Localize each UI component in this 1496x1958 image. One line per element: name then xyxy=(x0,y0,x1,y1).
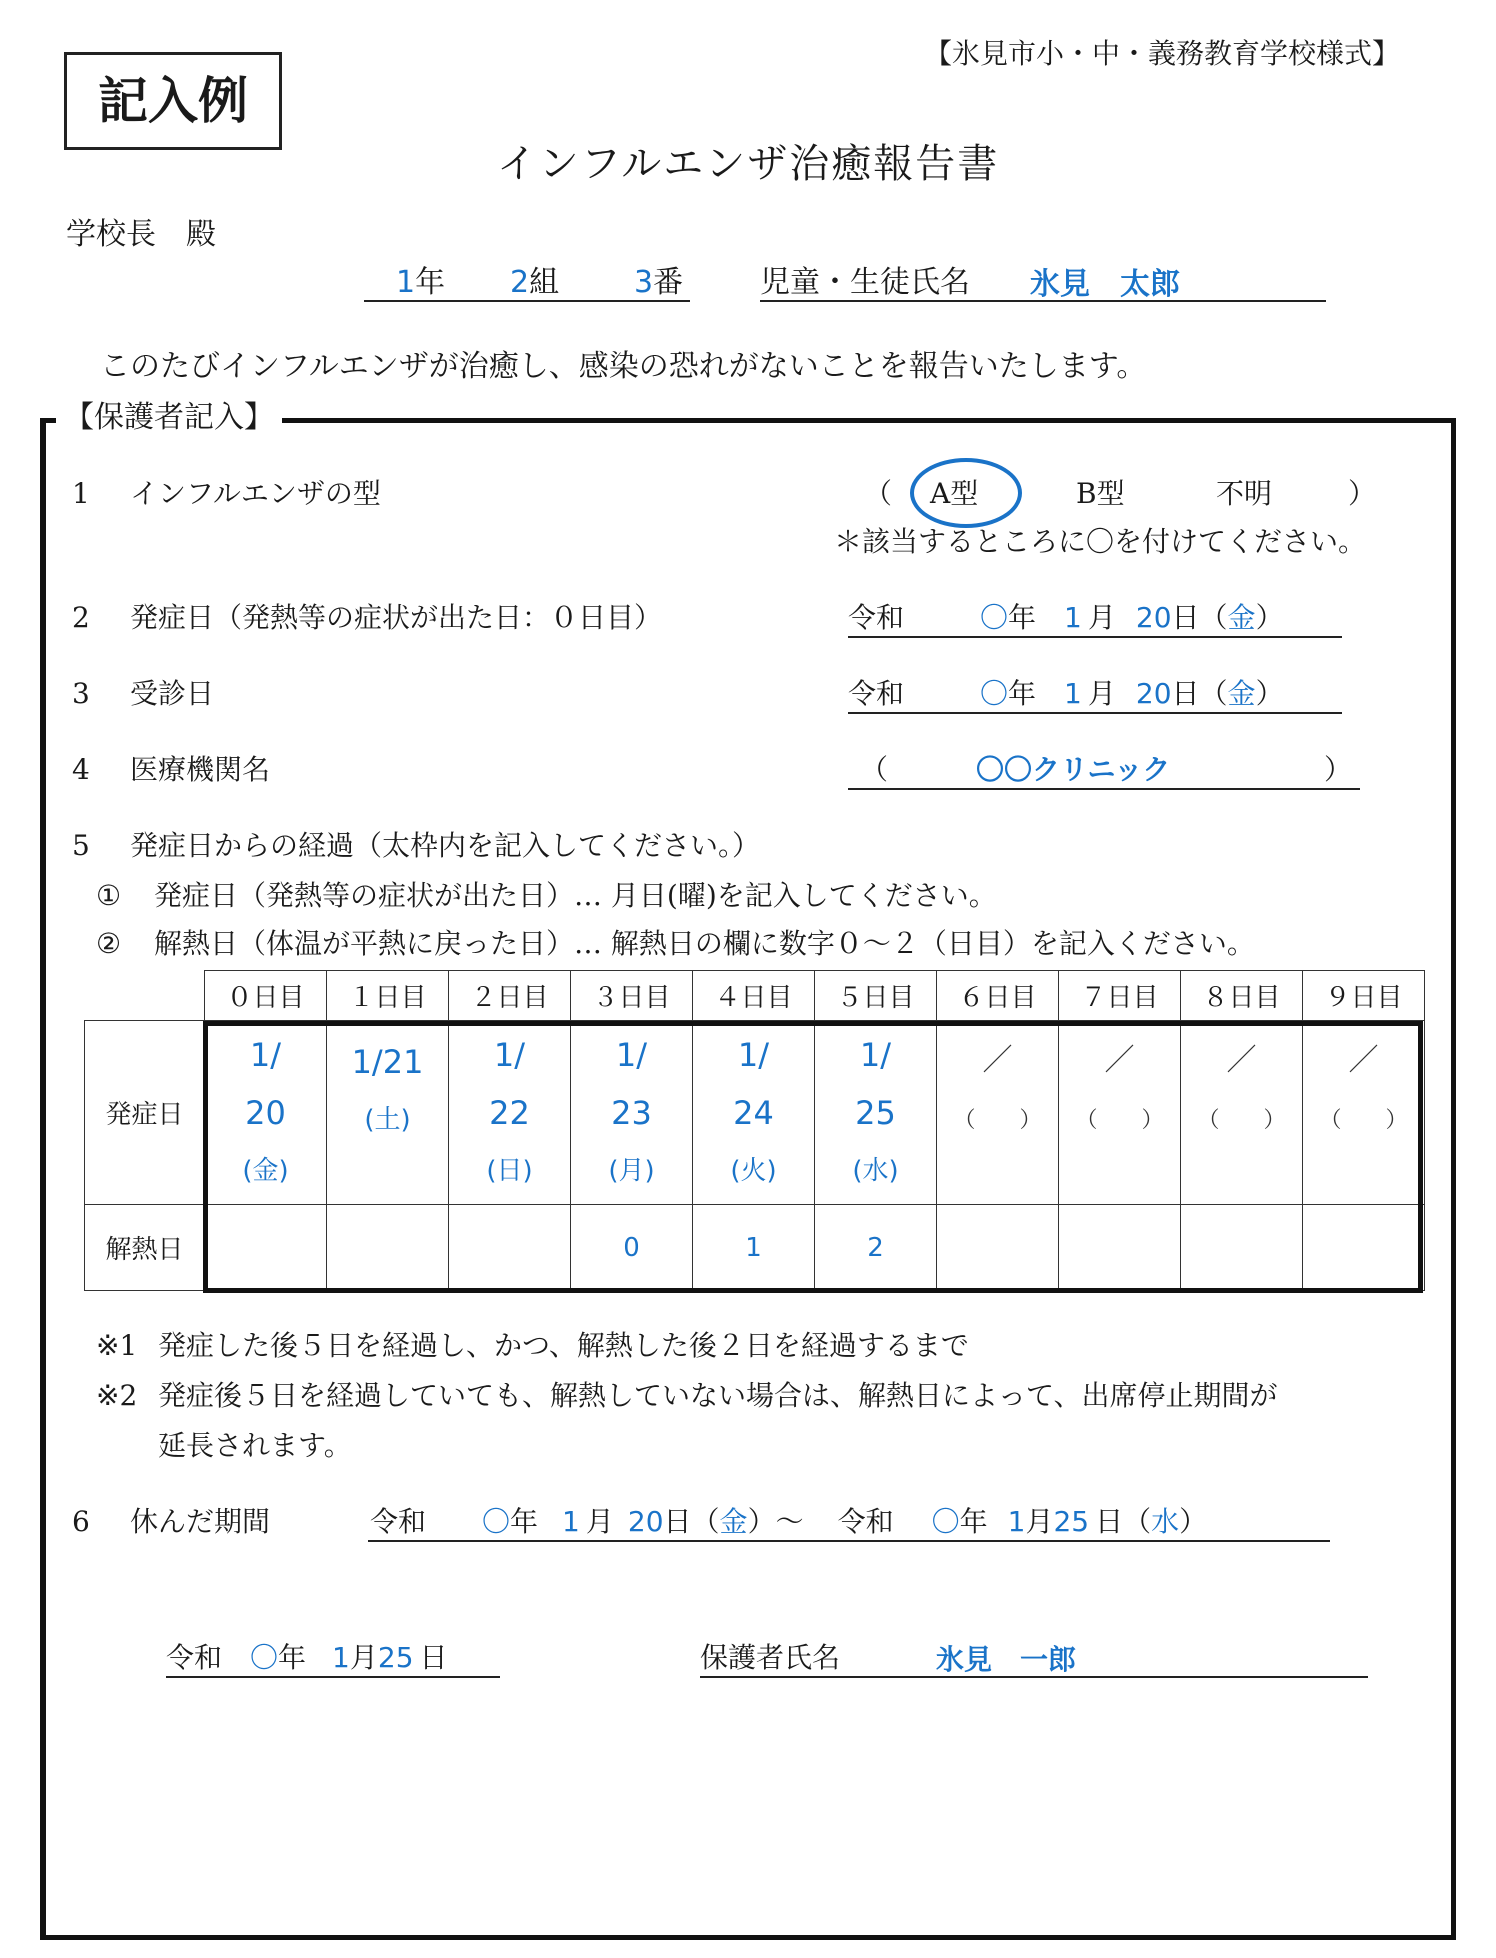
q3-day-suffix: 日（ xyxy=(1171,677,1228,710)
q6-to-year-suffix: 年 xyxy=(959,1505,988,1538)
onset-line1: 1/ xyxy=(615,1035,648,1074)
onset-line1: ／ xyxy=(1226,1043,1257,1078)
q2-close: ） xyxy=(1255,601,1284,634)
fever-cell[interactable]: 1 xyxy=(693,1205,815,1291)
footnote2-mark: ※2 xyxy=(96,1379,138,1412)
footnote2-continued: 延長されます。 xyxy=(158,1429,352,1462)
q6-to-month: 1 xyxy=(1007,1505,1026,1538)
q4-clinic-name: 〇〇クリニック xyxy=(976,753,1171,786)
q3-year-suffix: 年 xyxy=(1008,677,1037,710)
q6-from-month: 1 xyxy=(562,1505,580,1538)
statement: このたびインフルエンザが治癒し、感染の恐れがないことを報告いたします。 xyxy=(100,349,1147,384)
q6-to-weekday: 水 xyxy=(1151,1505,1180,1538)
signature-day-suffix: 日 xyxy=(419,1641,448,1674)
day-header: ０日目 xyxy=(205,971,327,1021)
q1-option-unknown: 不明 xyxy=(1216,477,1273,510)
number-suffix: 番 xyxy=(653,265,684,300)
signature-day: 25 xyxy=(377,1641,414,1674)
document-title: インフルエンザ治癒報告書 xyxy=(496,141,1000,187)
q3-day: 20 xyxy=(1135,677,1172,710)
class-value: 2 xyxy=(510,265,530,300)
student-name-underline xyxy=(760,300,1326,302)
q4-close-paren: ） xyxy=(1324,753,1353,786)
signature-year: 〇 xyxy=(250,1641,279,1674)
q3-date xyxy=(848,676,1284,712)
q6-to-day-suffix: 日（ xyxy=(1095,1505,1152,1538)
signature-month-suffix: 月 xyxy=(349,1641,378,1674)
signature-year-suffix: 年 xyxy=(278,1641,307,1674)
onset-row-label: 発症日 xyxy=(85,1021,205,1205)
guardian-name-label: 保護者氏名 xyxy=(700,1641,841,1674)
onset-line2: 25 xyxy=(855,1093,896,1132)
onset-line2: 22 xyxy=(489,1093,530,1132)
guardian-section-label: 【保護者記入】 xyxy=(56,396,282,440)
form-code: 【氷見市小・中・義務教育学校様式】 xyxy=(923,37,1400,70)
q5-label: 発症日からの経過（太枠内を記入してください。） xyxy=(130,829,761,862)
guardian-name-underline xyxy=(700,1676,1368,1678)
q6-from-day-suffix: 日（ xyxy=(663,1505,720,1538)
onset-line3: (日) xyxy=(486,1155,533,1186)
q1-option-b: B型 xyxy=(1076,477,1125,510)
day-header: ４日目 xyxy=(693,971,815,1021)
fever-row-label: 解熱日 xyxy=(85,1205,205,1291)
onset-line2: （ ） xyxy=(1197,1108,1286,1133)
q2-label: 発症日（発熱等の症状が出た日：０日目） xyxy=(130,601,663,634)
day-header: ６日目 xyxy=(937,971,1059,1021)
q2-number: 2 xyxy=(72,601,90,634)
q6-from-month-suffix: 月 xyxy=(585,1505,614,1538)
q1-label: インフルエンザの型 xyxy=(130,477,381,510)
q6-to-close: ） xyxy=(1179,1505,1208,1538)
addressee: 学校長 殿 xyxy=(66,217,216,252)
signature-month: 1 xyxy=(332,1641,350,1674)
signature-date-underline xyxy=(166,1676,500,1678)
q3-close: ） xyxy=(1255,677,1284,710)
q3-month-suffix: 月 xyxy=(1087,677,1116,710)
onset-line1: 1/ xyxy=(249,1035,282,1074)
q1-close-paren: ） xyxy=(1348,477,1377,510)
q2-date xyxy=(848,600,1284,636)
onset-line3: (水) xyxy=(852,1155,899,1186)
signature-era: 令和 xyxy=(166,1641,223,1674)
onset-line1: 1/ xyxy=(859,1035,892,1074)
q6-underline xyxy=(368,1540,1330,1542)
q1-open-paren: （ xyxy=(864,477,893,510)
onset-line2: 20 xyxy=(245,1093,286,1132)
q2-month-suffix: 月 xyxy=(1087,601,1116,634)
onset-line2: 23 xyxy=(611,1093,652,1132)
q6-to-month-suffix: 月 xyxy=(1025,1505,1054,1538)
q6-to-year: 〇 xyxy=(931,1505,960,1538)
day-header: ９日目 xyxy=(1303,971,1425,1021)
onset-line2: (土) xyxy=(364,1105,411,1135)
q5-number: 5 xyxy=(72,829,90,862)
q4-underline xyxy=(848,788,1360,790)
student-grade xyxy=(396,264,445,302)
fever-cell[interactable]: 2 xyxy=(815,1205,937,1291)
student-id-underline xyxy=(364,300,690,302)
q2-year: 〇 xyxy=(980,601,1009,634)
q5-note1-mark: ① xyxy=(96,879,122,912)
entry-thick-frame xyxy=(203,1021,1423,1293)
q3-weekday: 金 xyxy=(1227,677,1256,710)
q6-from-weekday: 金 xyxy=(719,1505,748,1538)
q5-note2: 解熱日（体温が平熱に戻った日）… 解熱日の欄に数字０～２（日目）を記入ください。 xyxy=(154,927,1255,960)
student-class xyxy=(510,264,559,302)
q3-era: 令和 xyxy=(848,677,905,710)
day-header: ７日目 xyxy=(1059,971,1181,1021)
q4-label: 医療機関名 xyxy=(130,753,271,786)
onset-line3: (火) xyxy=(730,1155,777,1186)
q5-note2-mark: ② xyxy=(96,927,122,960)
student-number xyxy=(634,264,683,302)
q6-from-close: ） xyxy=(747,1505,776,1538)
onset-line1: ／ xyxy=(1348,1043,1379,1078)
fever-cell[interactable]: 0 xyxy=(571,1205,693,1291)
q6-number: 6 xyxy=(72,1505,90,1538)
q6-from-day: 20 xyxy=(627,1505,664,1538)
q6-tilde: ～ xyxy=(775,1505,804,1538)
onset-line2: 24 xyxy=(733,1093,774,1132)
q2-year-suffix: 年 xyxy=(1008,601,1037,634)
q1-note: ＊該当するところに〇を付けてください。 xyxy=(834,525,1367,558)
day-header: ２日目 xyxy=(449,971,571,1021)
onset-line1: 1/ xyxy=(493,1035,526,1074)
footnote1: 発症した後５日を経過し、かつ、解熱した後２日を経過するまで xyxy=(158,1329,969,1362)
onset-line2: （ ） xyxy=(953,1108,1042,1133)
q6-period xyxy=(370,1504,1207,1540)
onset-line1: 1/21 xyxy=(351,1043,424,1081)
example-label: 記入例 xyxy=(64,52,282,150)
q3-number: 3 xyxy=(72,677,90,710)
day-header: １日目 xyxy=(327,971,449,1021)
day-header: ８日目 xyxy=(1181,971,1303,1021)
q6-from-year: 〇 xyxy=(482,1505,511,1538)
grade-value: 1 xyxy=(396,265,416,300)
q2-weekday: 金 xyxy=(1227,601,1256,634)
q6-to-era: 令和 xyxy=(837,1505,894,1538)
onset-line2: （ ） xyxy=(1319,1108,1408,1133)
q2-month: 1 xyxy=(1064,601,1082,634)
q6-from-era: 令和 xyxy=(370,1505,427,1538)
q4-open-paren: （ xyxy=(860,753,889,786)
q3-year: 〇 xyxy=(980,677,1009,710)
q3-underline xyxy=(848,712,1342,714)
q1-option-a: A型 xyxy=(930,477,979,510)
student-name-label: 児童・生徒氏名 xyxy=(760,265,970,300)
q6-from-year-suffix: 年 xyxy=(510,1505,539,1538)
q3-month: 1 xyxy=(1064,677,1082,710)
q3-label: 受診日 xyxy=(130,677,215,710)
footnote2: 発症後５日を経過していても、解熱していない場合は、解熱日によって、出席停止期間が xyxy=(158,1379,1278,1412)
q1-number: 1 xyxy=(72,477,90,510)
number-value: 3 xyxy=(634,265,654,300)
q2-day-suffix: 日（ xyxy=(1171,601,1228,634)
onset-line3: (月) xyxy=(608,1155,655,1186)
onset-line1: 1/ xyxy=(737,1035,770,1074)
table-header-row xyxy=(85,971,1425,1021)
student-name-value: 氷見 太郎 xyxy=(1030,267,1180,302)
onset-line3: (金) xyxy=(242,1155,289,1186)
class-suffix: 組 xyxy=(529,265,560,300)
q2-era: 令和 xyxy=(848,601,905,634)
q6-to-day: 25 xyxy=(1053,1505,1090,1538)
q5-note1: 発症日（発熱等の症状が出た日）… 月日(曜)を記入してください。 xyxy=(154,879,997,912)
table-corner-cell xyxy=(85,971,205,1021)
signature-date xyxy=(166,1640,448,1676)
day-header: ５日目 xyxy=(815,971,937,1021)
onset-line1: ／ xyxy=(982,1043,1013,1078)
q2-day: 20 xyxy=(1135,601,1172,634)
guardian-name-value: 氷見 一郎 xyxy=(936,1643,1077,1676)
footnote1-mark: ※1 xyxy=(96,1329,138,1362)
onset-line1: ／ xyxy=(1104,1043,1135,1078)
onset-line2: （ ） xyxy=(1075,1108,1164,1133)
grade-suffix: 年 xyxy=(415,265,446,300)
q2-underline xyxy=(848,636,1342,638)
day-header: ３日目 xyxy=(571,971,693,1021)
q6-label: 休んだ期間 xyxy=(130,1505,271,1538)
q4-number: 4 xyxy=(72,753,90,786)
